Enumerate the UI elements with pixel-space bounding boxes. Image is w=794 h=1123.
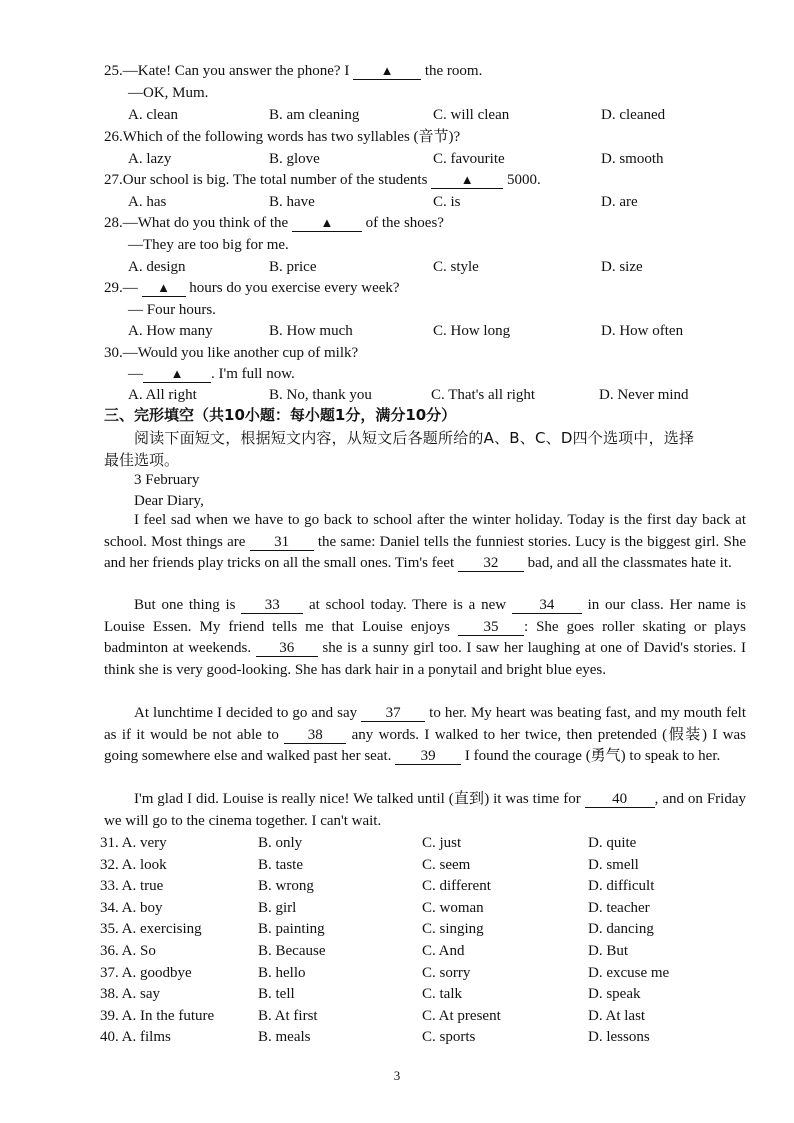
option: D. size: [601, 259, 643, 275]
diary-paragraph-4: I'm glad I did. Louise is really nice! We talked until (直到) it was time for 40 , and on Friday we will go to the cinema together. I can't wait.: [104, 791, 746, 829]
option: B. price: [269, 259, 317, 275]
cloze-option: B. painting: [258, 921, 325, 938]
option: A. design: [128, 259, 186, 275]
cloze-option: C. singing: [422, 921, 484, 938]
question-30: 30.—Would you like another cup of milk?: [104, 345, 359, 361]
cloze-option: B. taste: [258, 856, 303, 873]
cloze-option: D. At last: [588, 1007, 646, 1024]
cloze-option: 36. A. So: [100, 943, 156, 959]
cloze-option: B. Because: [258, 943, 326, 959]
option: A. lazy: [128, 151, 172, 167]
cloze-option: B. tell: [258, 986, 295, 1003]
option: D. are: [601, 194, 638, 210]
option: D. How often: [601, 323, 684, 339]
cloze-option: D. difficult: [588, 878, 655, 895]
cloze-blank-32: 32: [458, 555, 524, 572]
cloze-option: 31. A. very: [100, 835, 167, 851]
cloze-blank-34: 34: [512, 597, 582, 614]
cloze-blank-33: 33: [241, 597, 303, 614]
question-28: 28.—What do you think of the ▲ of the shoes?: [104, 215, 444, 231]
option: D. cleaned: [601, 107, 666, 123]
section-heading: 三、完形填空（共10小题：每小题1分，满分10分）: [104, 406, 457, 424]
option: B. glove: [269, 151, 320, 167]
diary-paragraph-2: But one thing is 33 at school today. There is a new 34 in our class. Her name is Louise Essen. My friend tells me that Louise enjoys 35 : She goes roller skating or plays badminton at weekends. 36 she is a sunny girl too. I saw her laughing at one of David's stories. I think she is very good-looking. She has dark hair in a ponytail and bright blue eyes.: [104, 597, 747, 678]
cloze-option: C. And: [422, 943, 465, 959]
diary-paragraph-3: At lunchtime I decided to go and say 37 to her. My heart was beating fast, and my mouth felt as if it would be not able to 38 any words. I walked to her twice, then pretended (假装) I was going somewhere else and walked past her seat. 39 I found the courage (勇气) to speak to her.: [104, 705, 747, 764]
cloze-option: D. lessons: [588, 1029, 650, 1046]
cloze-option: B. wrong: [258, 878, 314, 895]
cloze-option: C. different: [422, 878, 491, 895]
section-instructions: 阅读下面短文，根据短文内容，从短文后各题所给的A、B、C、D四个选项中，选择: [134, 429, 695, 447]
cloze-option: C. talk: [422, 986, 462, 1003]
cloze-option: 34. A. boy: [100, 899, 163, 916]
question-29: 29.— ▲ hours do you exercise every week?: [104, 280, 400, 296]
cloze-blank-38: 38: [284, 727, 346, 744]
cloze-option: C. woman: [422, 899, 484, 916]
cloze-option: 32. A. look: [100, 856, 167, 873]
option: A. clean: [128, 107, 178, 123]
question-response: —They are too big for me.: [128, 237, 289, 253]
cloze-option: D. smell: [588, 856, 639, 873]
cloze-option: C. just: [422, 835, 462, 851]
option: D. Never mind: [599, 387, 689, 403]
answer-blank: ▲: [431, 172, 503, 189]
option: C. That's all right: [431, 387, 536, 403]
section-instructions-cont: 最佳选项。: [104, 451, 180, 469]
option: A. All right: [128, 387, 197, 403]
cloze-option: B. At first: [258, 1007, 318, 1024]
cloze-blank-37: 37: [361, 705, 425, 722]
cloze-option: C. seem: [422, 856, 471, 873]
cloze-option: C. sorry: [422, 964, 471, 981]
diary-greeting: Dear Diary,: [134, 493, 204, 509]
cloze-option: B. meals: [258, 1029, 311, 1046]
page-number: 3: [393, 1068, 401, 1083]
question-response: — Four hours.: [128, 302, 216, 318]
option: C. is: [433, 194, 461, 210]
question-response: —OK, Mum.: [128, 85, 209, 101]
cloze-option: D. excuse me: [588, 964, 670, 981]
cloze-option: C. sports: [422, 1029, 476, 1046]
cloze-option: D. speak: [588, 986, 641, 1003]
cloze-option: C. At present: [422, 1007, 501, 1024]
question-response: — ▲ . I'm full now.: [128, 366, 295, 382]
cloze-option: D. dancing: [588, 921, 654, 938]
cloze-option: D. teacher: [588, 899, 650, 916]
cloze-option: D. quite: [588, 835, 637, 851]
question-27: 27.Our school is big. The total number of the students ▲ 5000.: [104, 172, 541, 188]
answer-blank: ▲: [353, 63, 421, 80]
diary-date: 3 February: [134, 472, 200, 488]
option: C. will clean: [433, 107, 510, 123]
option: A. has: [128, 194, 167, 210]
cloze-blank-40: 40: [585, 791, 655, 808]
cloze-option: B. girl: [258, 899, 297, 916]
answer-blank: ▲: [143, 366, 211, 383]
option: B. am cleaning: [269, 107, 360, 123]
cloze-blank-31: 31: [250, 534, 314, 551]
cloze-blank-39: 39: [395, 748, 461, 765]
option: C. favourite: [433, 151, 505, 167]
cloze-option: 40. A. films: [100, 1029, 171, 1046]
cloze-option: 38. A. say: [100, 986, 160, 1003]
cloze-option: D. But: [588, 943, 629, 959]
question-25: 25.—Kate! Can you answer the phone? I ▲ the room.: [104, 63, 483, 79]
option: B. How much: [269, 323, 353, 339]
cloze-blank-36: 36: [256, 640, 318, 657]
cloze-option: B. hello: [258, 964, 306, 981]
option: D. smooth: [601, 151, 664, 167]
question-26: 26.Which of the following words has two syllables (音节)?: [104, 129, 461, 145]
cloze-option: B. only: [258, 835, 303, 851]
answer-blank: ▲: [292, 215, 362, 232]
option: C. How long: [433, 323, 511, 339]
cloze-option: 33. A. true: [100, 878, 164, 895]
diary-paragraph-1: I feel sad when we have to go back to school after the winter holiday. Today is the first day back at school. Most things are 31 the same: Daniel tells the funniest stories. Lucy is the biggest girl. She and her friends play tricks on all the small ones. Tim's feet 32 bad, and all the classmates hate it.: [104, 512, 746, 571]
cloze-option: 35. A. exercising: [100, 921, 202, 938]
cloze-option: 39. A. In the future: [100, 1007, 215, 1024]
cloze-option: 37. A. goodbye: [100, 964, 192, 981]
answer-blank: ▲: [142, 280, 186, 297]
option: C. style: [433, 259, 479, 275]
option: B. No, thank you: [269, 387, 372, 403]
option: A. How many: [128, 323, 213, 339]
option: B. have: [269, 194, 315, 210]
cloze-blank-35: 35: [458, 619, 524, 636]
